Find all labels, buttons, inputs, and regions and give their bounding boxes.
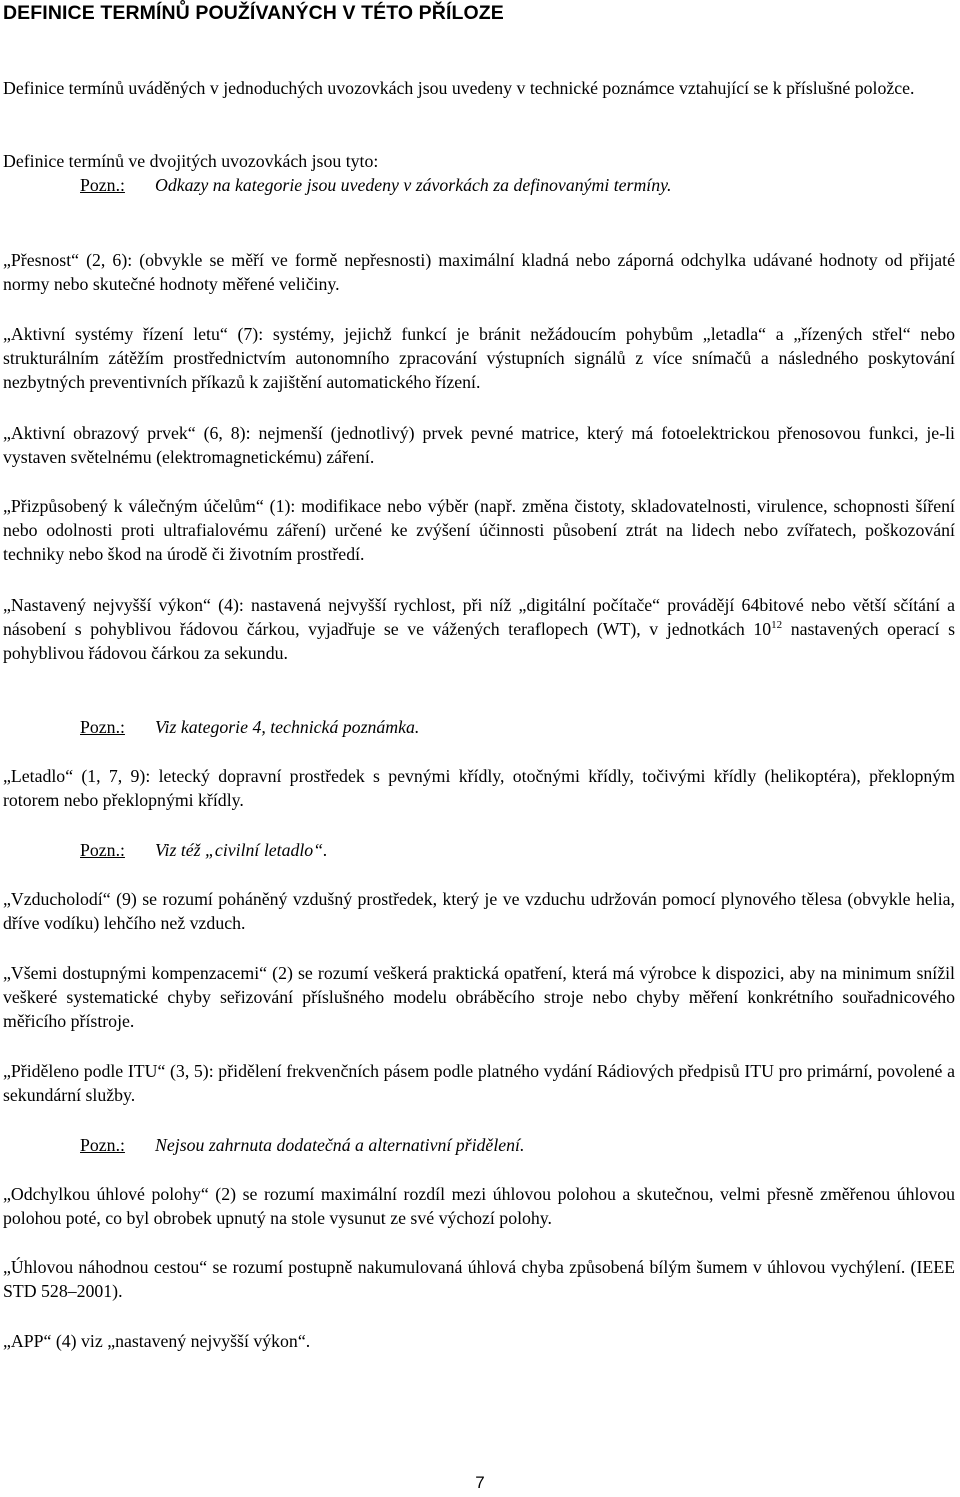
note-text: Viz kategorie 4, technická poznámka.	[155, 717, 420, 737]
definition-itu: „Přiděleno podle ITU“ (3, 5): přidělení frekvenčních pásem podle platného vydání Rádiových předpisů ITU pro primární, povolené a sekundární služby.	[3, 1061, 955, 1105]
intro-paragraph-2: Definice termínů ve dvojitých uvozovkách jsou tyto:	[3, 151, 379, 171]
definition-app: „APP“ (4) viz „nastavený nejvyšší výkon“.	[3, 1331, 311, 1351]
note-label: Pozn.:	[80, 175, 125, 195]
definition-prizpusobeny: „Přizpůsobený k válečným účelům“ (1): modifikace nebo výběr (např. změna čistoty, skladovatelnosti, virulence, schopnosti šíření nebo odolnosti proti ultrafialovému záření) určené ke zvýšení účinnosti působení ztrát na lidech nebo zvířatech, poškozování techniky nebo škod na úrodě či životním prostředí.	[3, 496, 955, 564]
definition-nastaveny-vykon	[3, 593, 955, 665]
definition-kompenzace: „Všemi dostupnými kompenzacemi“ (2) se rozumí veškerá praktická opatření, která má výrobce k dispozici, aby na minimum snížil veškeré systematické chyby seřizování příslušného modelu obráběcího stroje nebo chyby měření konkrétního souřadnicového měřicího přístroje.	[3, 963, 955, 1031]
intro-paragraph: Definice termínů uváděných v jednoduchých uvozovkách jsou uvedeny v technické poznámce vztahující se k příslušné položce.	[3, 78, 915, 98]
definition-nahodna-cesta: „Úhlovou náhodnou cestou“ se rozumí postupně nakumulovaná úhlová chyba způsobená bílým šumem v úhlovou vychýlení. (IEEE STD 528–2001).	[3, 1257, 955, 1301]
note-label: Pozn.:	[80, 1135, 125, 1155]
note-2	[80, 715, 940, 739]
definition-odchylka: „Odchylkou úhlové polohy“ (2) se rozumí maximální rozdíl mezi úhlovou polohou a skutečnou, velmi přesně změřenou úhlovou polohou poté, co byl obrobek upnutý na stole vysunut ze své výchozí polohy.	[3, 1184, 955, 1228]
note-text: Nejsou zahrnuta dodatečná a alternativní přidělení.	[155, 1135, 525, 1155]
page-heading: DEFINICE TERMÍNŮ POUŽÍVANÝCH V TÉTO PŘÍLOZE	[3, 2, 504, 24]
note-text: Odkazy na kategorie jsou uvedeny v závorkách za definovanými termíny.	[155, 175, 672, 195]
definition-vzducholod: „Vzducholodí“ (9) se rozumí poháněný vzdušný prostředek, který je ve vzduchu udržován pomocí plynového tělesa (obvykle helia, dříve vodíku) lehčího než vzduch.	[3, 889, 955, 933]
note-label: Pozn.:	[80, 840, 125, 860]
note-1	[80, 173, 940, 197]
definition-text-end: nastavených operací s pohyblivou řádovou čárkou za sekundu.	[3, 619, 955, 663]
note-4	[80, 1133, 940, 1157]
note-text: Viz též „civilní letadlo“.	[155, 840, 328, 860]
definition-presnost: „Přesnost“ (2, 6): (obvykle se měří ve formě nepřesnosti) maximální kladná nebo záporná odchylka udávané hodnoty od přijaté normy nebo skutečné hodnoty měřené veličiny.	[3, 250, 955, 294]
definition-aktivni-systemy: „Aktivní systémy řízení letu“ (7): systémy, jejichž funkcí je bránit nežádoucím pohybům „letadla“ a „řízených střel“ nebo strukturálním zátěžím prostřednictvím autonomního zpracování výstupních signálů z více snímačů a následného poskytování nezbytných preventivních příkazů k zajištění automatického řízení.	[3, 324, 955, 392]
page-number: 7	[475, 1473, 485, 1492]
exponent: 12	[771, 619, 783, 631]
definition-aktivni-prvek: „Aktivní obrazový prvek“ (6, 8): nejmenší (jednotlivý) prvek pevné matrice, který má fotoelektrickou přenosovou funkci, je-li vystaven světelnému (elektromagnetickému) záření.	[3, 423, 955, 467]
note-3	[80, 838, 940, 862]
note-label: Pozn.:	[80, 717, 125, 737]
definition-letadlo: „Letadlo“ (1, 7, 9): letecký dopravní prostředek s pevnými křídly, otočnými křídly, točivými křídly (helikoptéra), překlopným rotorem nebo překlopnými křídly.	[3, 766, 955, 810]
definition-text: „Nastavený nejvyšší výkon“ (4): nastavená nejvyšší rychlost, při níž „digitální počítače“ provádějí 64bitové nebo větší sčítání a násobení s pohyblivou řádovou čárkou, vyjadřuje se ve vážených teraflopech (WT), v jednotkách 10	[3, 595, 955, 639]
